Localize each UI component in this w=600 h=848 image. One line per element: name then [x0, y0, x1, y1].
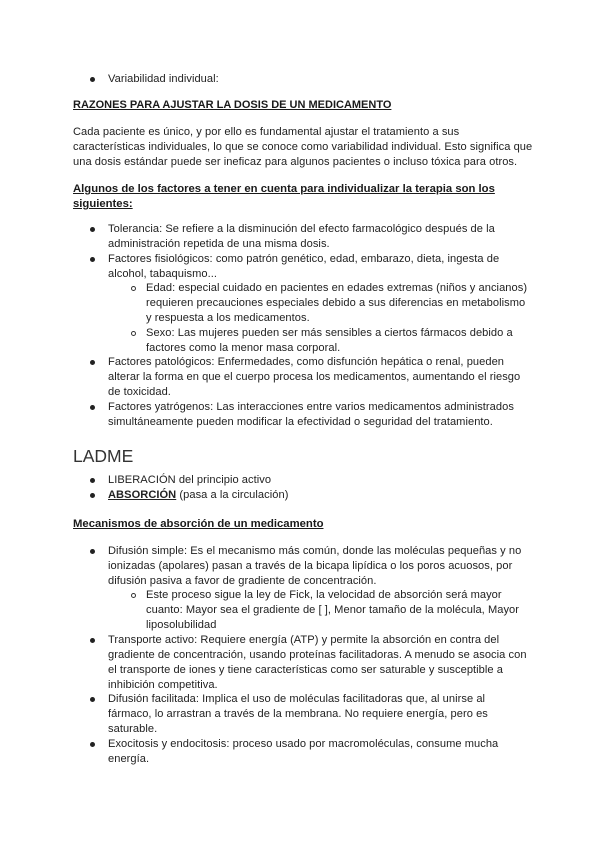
factor-tolerancia-line: Tolerancia: Se refiere a la disminución del efecto farmacológico después de la: [108, 223, 495, 235]
factors-heading: siguientes:: [73, 198, 133, 210]
top-bullet-text: Variabilidad individual:: [108, 73, 219, 85]
mech-difusion-simple-line: Difusión simple: Es el mecanismo más común, donde las moléculas pequeñas y no: [108, 545, 522, 557]
factor-sexo-line: Sexo: Las mujeres pueden ser más sensibles a ciertos fármacos debido a: [146, 327, 513, 339]
factor-tolerancia-line: administración repetida de una misma dosis.: [108, 238, 330, 250]
ladme-absorcion-rest: (pasa a la circulación): [176, 489, 289, 501]
factor-edad-line: Edad: especial cuidado en pacientes en edades extremas (niños y ancianos): [146, 282, 528, 294]
mech-difusion-facilitada-line: saturable.: [108, 723, 158, 735]
sub-bullet-circle: [131, 286, 136, 291]
factor-patologicos-line: de toxicidad.: [108, 386, 171, 398]
factor-yatrogenos-line: simultáneamente pueden modificar la efectividad o seguridad del tratamiento.: [108, 416, 493, 428]
intro-line: características individuales, lo que se conoce como variabilidad individual. Esto significa que: [73, 141, 533, 153]
factor-edad-line: y respuesta a los medicamentos.: [146, 312, 310, 324]
bullet-dot: [90, 405, 95, 410]
mech-difusion-simple-line: difusión pasiva a favor de gradiente de concentración.: [108, 575, 377, 587]
ladme-liberacion: LIBERACIÓN del principio activo: [108, 474, 272, 486]
bullet-dot: [90, 257, 95, 262]
factor-sexo-line: factores como la menor masa corporal.: [146, 342, 341, 354]
mech-fick-line: cuanto: Mayor sea el gradiente de [ ], Menor tamaño de la molécula, Mayor: [146, 604, 520, 616]
factor-patologicos-line: alterar la forma en que el cuerpo procesa los medicamentos, aumentando el riesgo: [108, 371, 521, 383]
ladme-absorcion-label: ABSORCIÓN: [108, 489, 177, 501]
factor-patologicos-line: Factores patológicos: Enfermedades, como disfunción hepática o renal, pueden: [108, 356, 505, 368]
bullet-dot: [90, 493, 95, 498]
bullet-dot: [90, 638, 95, 643]
ladme-title: LADME: [73, 446, 134, 466]
factor-fisiologicos-line: alcohol, tabaquismo...: [108, 268, 218, 280]
mech-fick-line: liposolubilidad: [146, 619, 217, 631]
mech-transporte-activo-line: gradiente de concentración, usando proteínas facilitadoras. A menudo se asocia con: [108, 649, 527, 661]
factor-edad-line: requieren precauciones especiales debido a sus diferencias en metabolismo: [146, 297, 526, 309]
mech-fick-line: Este proceso sigue la ley de Fick, la velocidad de absorción será mayor: [146, 589, 502, 601]
ladme-absorcion: [108, 488, 288, 503]
factor-fisiologicos-line: Factores fisiológicos: como patrón genético, edad, embarazo, dieta, ingesta de: [108, 253, 500, 265]
bullet-dot: [90, 742, 95, 747]
bullet-dot: [90, 549, 95, 554]
intro-line: una dosis estándar puede ser ineficaz para algunos pacientes o incluso tóxica para otros.: [73, 156, 518, 168]
mech-exocitosis-line: energía.: [108, 753, 150, 765]
factor-yatrogenos-line: Factores yatrógenos: Las interacciones entre varios medicamentos administrados: [108, 401, 514, 413]
mech-exocitosis-line: Exocitosis y endocitosis: proceso usado por macromoléculas, consume mucha: [108, 738, 499, 750]
bullet-dot: [90, 697, 95, 702]
mech-transporte-activo-line: inhibición competitiva.: [108, 679, 218, 691]
factors-heading: Algunos de los factores a tener en cuenta para individualizar la terapia son los: [73, 183, 495, 195]
bullet-dot: [90, 478, 95, 483]
section-title: RAZONES PARA AJUSTAR LA DOSIS DE UN MEDICAMENTO: [73, 99, 392, 111]
mech-difusion-facilitada-line: Difusión facilitada: Implica el uso de moléculas facilitadoras que, al unirse al: [108, 693, 486, 705]
mechanisms-heading: Mecanismos de absorción de un medicamento: [73, 518, 324, 530]
mech-difusion-simple-line: ionizadas (apolares) pasan a través de la bicapa lipídica o los poros acuosos, por: [108, 560, 513, 572]
mech-transporte-activo-line: el transporte de iones y tiene características como ser saturable y susceptible a: [108, 664, 503, 676]
bullet-dot: [90, 360, 95, 365]
mech-transporte-activo-line: Transporte activo: Requiere energía (ATP) y permite la absorción en contra del: [108, 634, 500, 646]
sub-bullet-circle: [131, 593, 136, 598]
sub-bullet-circle: [131, 331, 136, 336]
intro-line: Cada paciente es único, y por ello es fundamental ajustar el tratamiento a sus: [73, 126, 460, 138]
mech-difusion-facilitada-line: fármaco, lo arrastran a través de la membrana. No requiere energía, pero es: [108, 708, 488, 720]
bullet-dot: [90, 77, 95, 82]
bullet-dot: [90, 227, 95, 232]
